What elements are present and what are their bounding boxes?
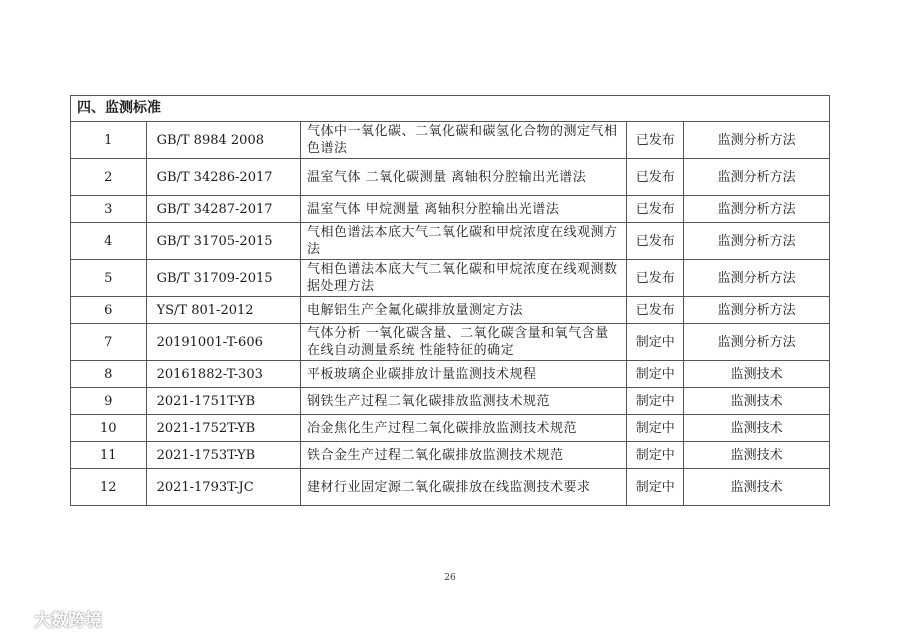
- standard-code: 2021-1753T-YB: [146, 442, 300, 469]
- standard-status: 制定中: [627, 388, 684, 415]
- table-row: [71, 196, 830, 223]
- standard-type: 监测技术: [684, 469, 830, 506]
- standard-code: GB/T 34286-2017: [146, 159, 300, 196]
- standard-type: 监测技术: [684, 388, 830, 415]
- row-number: 7: [71, 324, 147, 361]
- row-number: 1: [71, 122, 147, 159]
- row-number: 5: [71, 260, 147, 297]
- standard-code: GB/T 8984 2008: [146, 122, 300, 159]
- table-row: [71, 297, 830, 324]
- standard-name: 温室气体 甲烷测量 离轴积分腔输出光谱法: [300, 196, 626, 223]
- standard-code: YS/T 801-2012: [146, 297, 300, 324]
- standard-status: 制定中: [627, 324, 684, 361]
- standard-name: 钢铁生产过程二氧化碳排放监测技术规范: [300, 388, 626, 415]
- standard-name: 建材行业固定源二氧化碳排放在线监测技术要求: [300, 469, 626, 506]
- standard-code: GB/T 34287-2017: [146, 196, 300, 223]
- standard-code: GB/T 31705-2015: [146, 223, 300, 260]
- standard-code: 2021-1793T-JC: [146, 469, 300, 506]
- row-number: 12: [71, 469, 147, 506]
- standard-status: 制定中: [627, 469, 684, 506]
- standard-type: 监测分析方法: [684, 260, 830, 297]
- table-row: [71, 223, 830, 260]
- standard-name: 气相色谱法本底大气二氧化碳和甲烷浓度在线观测方法: [300, 223, 626, 260]
- table-row: [71, 122, 830, 159]
- standard-status: 已发布: [627, 196, 684, 223]
- table-row: [71, 442, 830, 469]
- standard-type: 监测分析方法: [684, 324, 830, 361]
- standard-status: 已发布: [627, 223, 684, 260]
- standard-type: 监测分析方法: [684, 223, 830, 260]
- table-row: [71, 415, 830, 442]
- row-number: 6: [71, 297, 147, 324]
- standard-code: GB/T 31709-2015: [146, 260, 300, 297]
- dashujk-logo-icon: [8, 608, 30, 630]
- standard-status: 制定中: [627, 415, 684, 442]
- standard-type: 监测分析方法: [684, 196, 830, 223]
- table-row: [71, 388, 830, 415]
- standard-name: 气相色谱法本底大气二氧化碳和甲烷浓度在线观测数据处理方法: [300, 260, 626, 297]
- table-row: [71, 260, 830, 297]
- section-title: 四、监测标准: [71, 96, 830, 122]
- standard-type: 监测分析方法: [684, 122, 830, 159]
- standard-name: 铁合金生产过程二氧化碳排放监测技术规范: [300, 442, 626, 469]
- row-number: 9: [71, 388, 147, 415]
- standard-code: 2021-1751T-YB: [146, 388, 300, 415]
- standard-type: 监测分析方法: [684, 159, 830, 196]
- watermark: [8, 606, 102, 631]
- standard-status: 制定中: [627, 442, 684, 469]
- standard-name: 气体中一氧化碳、二氧化碳和碳氢化合物的测定气相色谱法: [300, 122, 626, 159]
- section-header-row: [71, 96, 830, 122]
- standard-name: 气体分析 一氧化碳含量、二氧化碳含量和氧气含量在线自动测量系统 性能特征的确定: [300, 324, 626, 361]
- table-row: [71, 469, 830, 506]
- standards-table-body: [71, 96, 830, 506]
- standard-code: 2021-1752T-YB: [146, 415, 300, 442]
- page-number: 26: [444, 573, 456, 583]
- standard-status: 制定中: [627, 361, 684, 388]
- standard-name: 温室气体 二氧化碳测量 离轴积分腔输出光谱法: [300, 159, 626, 196]
- standards-table: [70, 95, 830, 506]
- standard-type: 监测技术: [684, 415, 830, 442]
- row-number: 4: [71, 223, 147, 260]
- standard-name: 冶金焦化生产过程二氧化碳排放监测技术规范: [300, 415, 626, 442]
- standard-status: 已发布: [627, 159, 684, 196]
- standard-code: 20161882-T-303: [146, 361, 300, 388]
- row-number: 11: [71, 442, 147, 469]
- standard-status: 已发布: [627, 122, 684, 159]
- watermark-text: 大数跨境: [34, 611, 102, 631]
- row-number: 8: [71, 361, 147, 388]
- standard-name: 平板玻璃企业碳排放计量监测技术规程: [300, 361, 626, 388]
- standard-name: 电解铝生产全氟化碳排放量测定方法: [300, 297, 626, 324]
- standard-type: 监测技术: [684, 442, 830, 469]
- standard-type: 监测技术: [684, 361, 830, 388]
- row-number: 10: [71, 415, 147, 442]
- table-row: [71, 324, 830, 361]
- standard-type: 监测分析方法: [684, 297, 830, 324]
- table-row: [71, 159, 830, 196]
- standard-code: 20191001-T-606: [146, 324, 300, 361]
- standard-status: 已发布: [627, 260, 684, 297]
- table-row: [71, 361, 830, 388]
- row-number: 2: [71, 159, 147, 196]
- standard-status: 已发布: [627, 297, 684, 324]
- row-number: 3: [71, 196, 147, 223]
